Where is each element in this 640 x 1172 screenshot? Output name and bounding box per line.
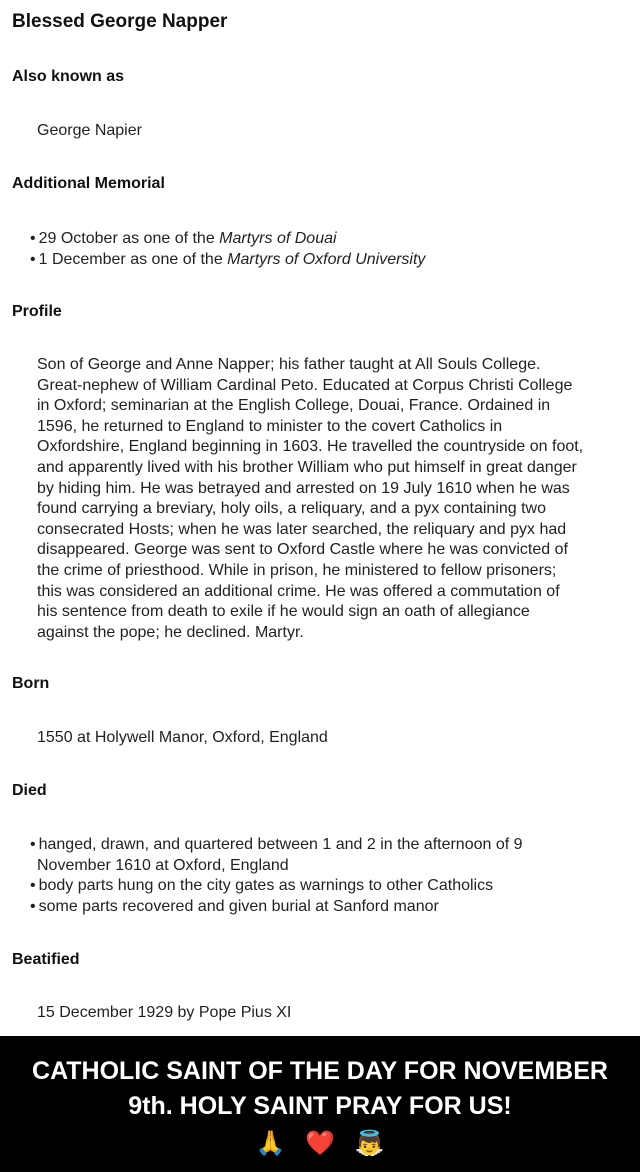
profile-line: found carrying a breviary, holy oils, a reliquary, and a pyx containing two (37, 500, 547, 518)
memorial-item (30, 250, 425, 271)
died-item (30, 876, 523, 897)
bullet-icon: • (30, 877, 36, 895)
memorial-item-emph: Martyrs of Oxford University (227, 250, 426, 268)
bullet-icon: • (30, 250, 36, 268)
angel-icon: 👼 (354, 1129, 385, 1157)
memorial-item-text: 29 October as one of the (38, 230, 220, 247)
profile-line: disappeared. George was sent to Oxford Castle where he was convicted of (37, 541, 568, 559)
profile-line: 1596, he returned to England to minister to the covert Catholics in (37, 417, 503, 435)
died-item-text: some parts recovered and given burial at Sanford manor (38, 897, 439, 915)
memorial-item-emph: Martyrs of Douai (219, 230, 337, 247)
died-item-text: body parts hung on the city gates as warnings to other Catholics (38, 877, 494, 895)
banner-text: CATHOLIC SAINT OF THE DAY FOR NOVEMBER 9th. HOLY SAINT PRAY FOR US! (32, 1057, 608, 1120)
heading-born: Born (12, 675, 50, 692)
also-known-as-value: George Napier (37, 122, 142, 139)
praying-hands-icon: 🙏 (255, 1129, 286, 1157)
heading-beatified: Beatified (12, 951, 80, 968)
died-list (30, 835, 523, 917)
profile-line: in Oxford; seminarian at the English College, Douai, France. Ordained in (37, 397, 551, 415)
profile-line: the crime of priesthood. While in prison, he ministered to fellow prisoners; (37, 561, 557, 579)
banner-emoji-row (0, 1128, 640, 1158)
profile-text (37, 355, 633, 643)
memorial-item-text: 1 December as one of the (38, 250, 228, 268)
died-item-text: hanged, drawn, and quartered between 1 and 2 in the afternoon of 9 (38, 836, 523, 853)
profile-line: Oxfordshire, England beginning in 1603. He travelled the countryside on foot, (37, 438, 584, 456)
profile-line: by hiding him. He was betrayed and arrested on 19 July 1610 when he was (37, 479, 570, 497)
memorial-item (30, 229, 425, 250)
profile-line: against the pope; he declined. Martyr. (37, 623, 304, 641)
born-value: 1550 at Holywell Manor, Oxford, England (37, 729, 328, 746)
bullet-icon: • (30, 897, 36, 915)
page-title: Blessed George Napper (12, 11, 228, 32)
beatified-value: 15 December 1929 by Pope Pius XI (37, 1004, 292, 1021)
died-item (30, 897, 523, 918)
profile-line: Great-nephew of William Cardinal Peto. Educated at Corpus Christi College (37, 376, 573, 394)
bullet-icon: • (30, 836, 36, 853)
heading-also-known-as: Also known as (12, 68, 125, 85)
profile-line: Son of George and Anne Napper; his father taught at All Souls College. (37, 356, 541, 373)
heading-additional-memorial: Additional Memorial (12, 175, 165, 192)
profile-line: this was considered an additional crime. He was offered a commutation of (37, 582, 560, 600)
profile-line: consecrated Hosts; when he was later searched, the reliquary and pyx had (37, 520, 567, 538)
profile-line: and apparently lived with his brother William who put himself in great danger (37, 458, 577, 476)
memorial-list (30, 229, 425, 270)
heading-died: Died (12, 782, 47, 799)
profile-line: his sentence from death to exile if he would sign an oath of allegiance (37, 603, 530, 621)
heading-profile: Profile (12, 303, 62, 320)
bullet-icon: • (30, 230, 36, 247)
heart-icon: ❤️ (305, 1129, 335, 1157)
saint-of-day-banner (0, 1036, 640, 1172)
died-item (30, 835, 523, 856)
died-item-continuation: November 1610 at Oxford, England (37, 856, 289, 874)
